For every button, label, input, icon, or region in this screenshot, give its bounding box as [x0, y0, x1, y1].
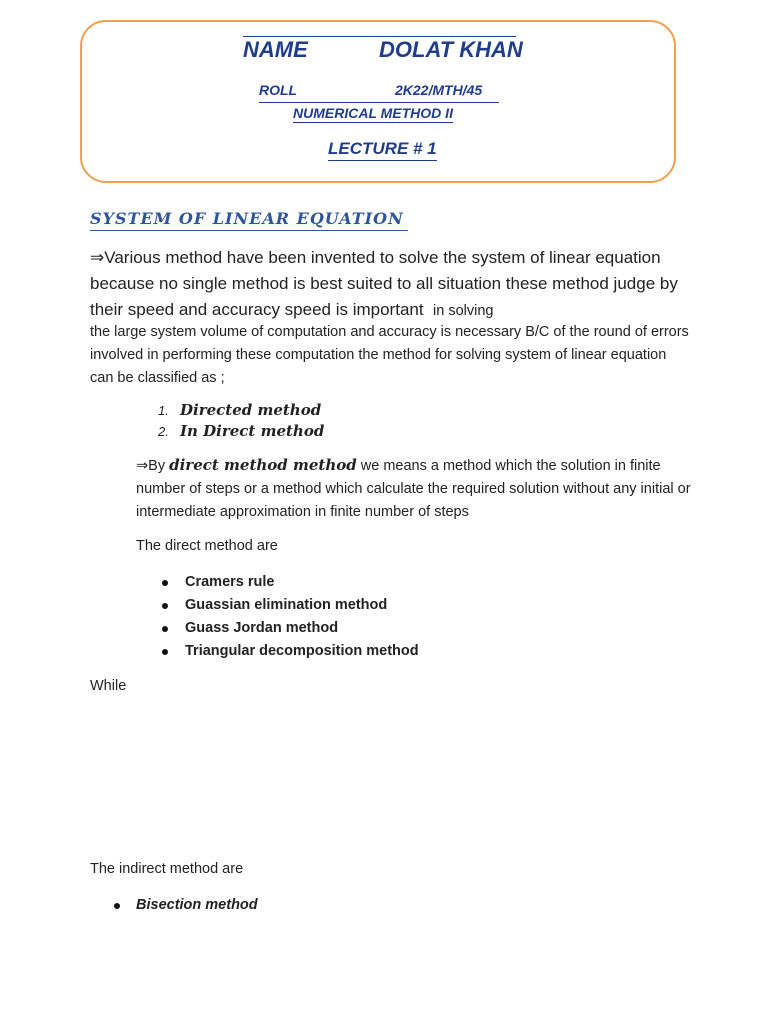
list-item: Triangular decomposition method: [160, 640, 419, 663]
list-number: 2.: [158, 424, 169, 439]
list-item: Guassian elimination method: [160, 594, 419, 617]
roll-label: ROLL: [259, 82, 298, 98]
definition-text: we means a method which the solution in finite number of steps or a method which calculate the required solution without any initial or intermediate approximation in finite number of steps: [136, 458, 691, 520]
method-label: In Direct method: [180, 422, 325, 440]
section-title: SYSTEM OF LINEAR EQUATION: [90, 208, 408, 231]
course-title: NUMERICAL METHOD II: [293, 105, 453, 121]
method-label: Directed method: [180, 401, 322, 419]
while-text: While: [90, 678, 127, 694]
list-item: Cramers rule: [160, 571, 419, 594]
intro-paragraph: [90, 245, 690, 324]
roll-line: [259, 80, 499, 103]
list-number: 1.: [158, 403, 169, 418]
definition-term: direct method method: [169, 456, 357, 474]
list-item: Guass Jordan method: [160, 617, 419, 640]
intro-large-text: Various method have been invented to solve the system of linear equation because no single method is best suited to all situation these method judge by their speed and accuracy speed is important: [90, 248, 678, 319]
methods-list: [158, 400, 324, 442]
intro-paragraph-rest: the large system volume of computation and accuracy is necessary B/C of the round of errors involved in performing these computation the method for solving system of linear equation can be classified as ;: [90, 324, 689, 386]
lecture-number: LECTURE # 1: [328, 138, 437, 161]
roll-value: 2K22/MTH/45: [395, 82, 483, 98]
list-item: [158, 421, 324, 442]
intro-small-tail: in solving: [433, 303, 494, 319]
name-label: NAME: [243, 37, 308, 62]
name-value: DOLAT KHAN: [379, 37, 523, 62]
indirect-methods-intro: The indirect method are: [90, 861, 244, 877]
indirect-methods-list: [112, 894, 258, 917]
name-line: [243, 36, 523, 62]
list-item: Bisection method: [112, 894, 258, 917]
intro-arrow: ⇒: [90, 248, 105, 267]
definition-arrow: ⇒By: [136, 458, 166, 474]
direct-methods-list: [160, 571, 419, 663]
direct-methods-intro: The direct method are: [136, 538, 278, 554]
list-item: [158, 400, 324, 421]
direct-method-definition: [136, 454, 696, 524]
